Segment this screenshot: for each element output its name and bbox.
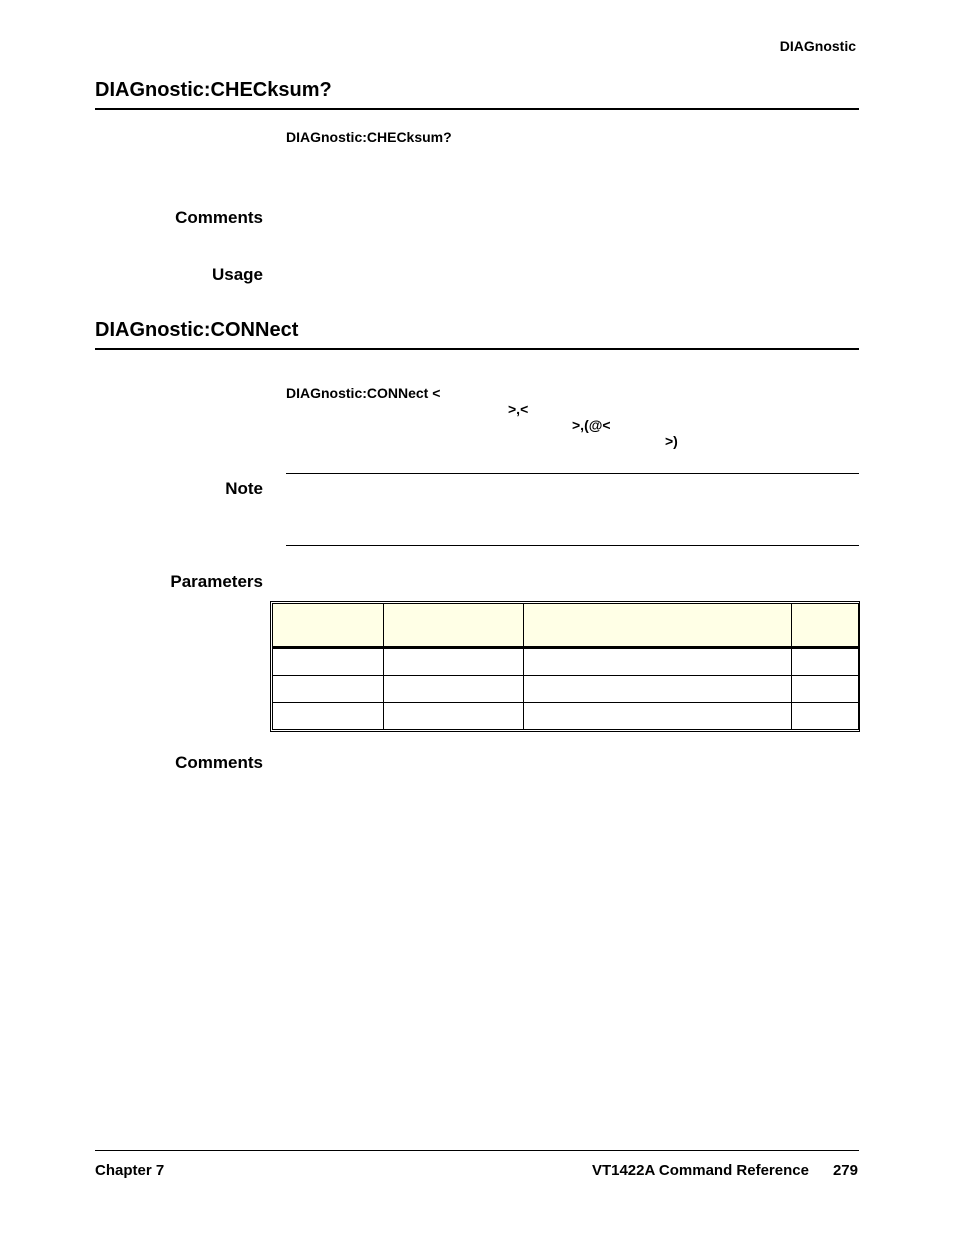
table-header-cell	[524, 604, 792, 648]
table-cell	[384, 703, 524, 730]
section-rule	[95, 348, 859, 350]
footer-rule	[95, 1150, 859, 1151]
table-row	[273, 703, 859, 730]
table-row	[273, 676, 859, 703]
table-cell	[384, 648, 524, 676]
table-cell	[524, 648, 792, 676]
note-top-rule	[286, 473, 859, 474]
table-header-row	[273, 604, 859, 648]
footer-doc-title: VT1422A Command Reference	[591, 1162, 809, 1179]
table-cell	[273, 676, 384, 703]
label-usage: Usage	[211, 265, 263, 284]
label-note: Note	[225, 479, 263, 498]
footer-chapter: Chapter 7	[95, 1162, 165, 1179]
label-comments: Comments	[175, 208, 263, 227]
syntax-part: DIAGnostic:CONNect <	[286, 385, 441, 401]
section-title-checksum: DIAGnostic:CHECksum?	[95, 79, 332, 101]
table-cell	[792, 703, 859, 730]
table-cell	[384, 676, 524, 703]
page-number: 279	[832, 1162, 858, 1179]
table-cell	[524, 676, 792, 703]
table-cell	[524, 703, 792, 730]
syntax-connect	[286, 369, 678, 449]
table-cell	[792, 676, 859, 703]
syntax-checksum: DIAGnostic:CHECksum?	[286, 129, 452, 145]
label-parameters: Parameters	[170, 572, 263, 591]
section-rule	[95, 108, 859, 110]
note-bottom-rule	[286, 545, 859, 546]
table-header-cell	[384, 604, 524, 648]
table-cell	[273, 703, 384, 730]
parameters-table	[270, 601, 860, 732]
table-header-cell	[273, 604, 384, 648]
running-header: DIAGnostic	[779, 38, 856, 54]
footer-right	[592, 1162, 858, 1179]
table-header-cell	[792, 604, 859, 648]
table-row	[273, 648, 859, 676]
section-title-connect: DIAGnostic:CONNect	[95, 319, 299, 341]
label-comments-connect: Comments	[175, 753, 263, 772]
syntax-part: >,<	[508, 401, 529, 417]
table-cell	[273, 648, 384, 676]
syntax-part: >,(@<	[572, 417, 611, 433]
table-cell	[792, 648, 859, 676]
syntax-part: >)	[665, 433, 678, 449]
